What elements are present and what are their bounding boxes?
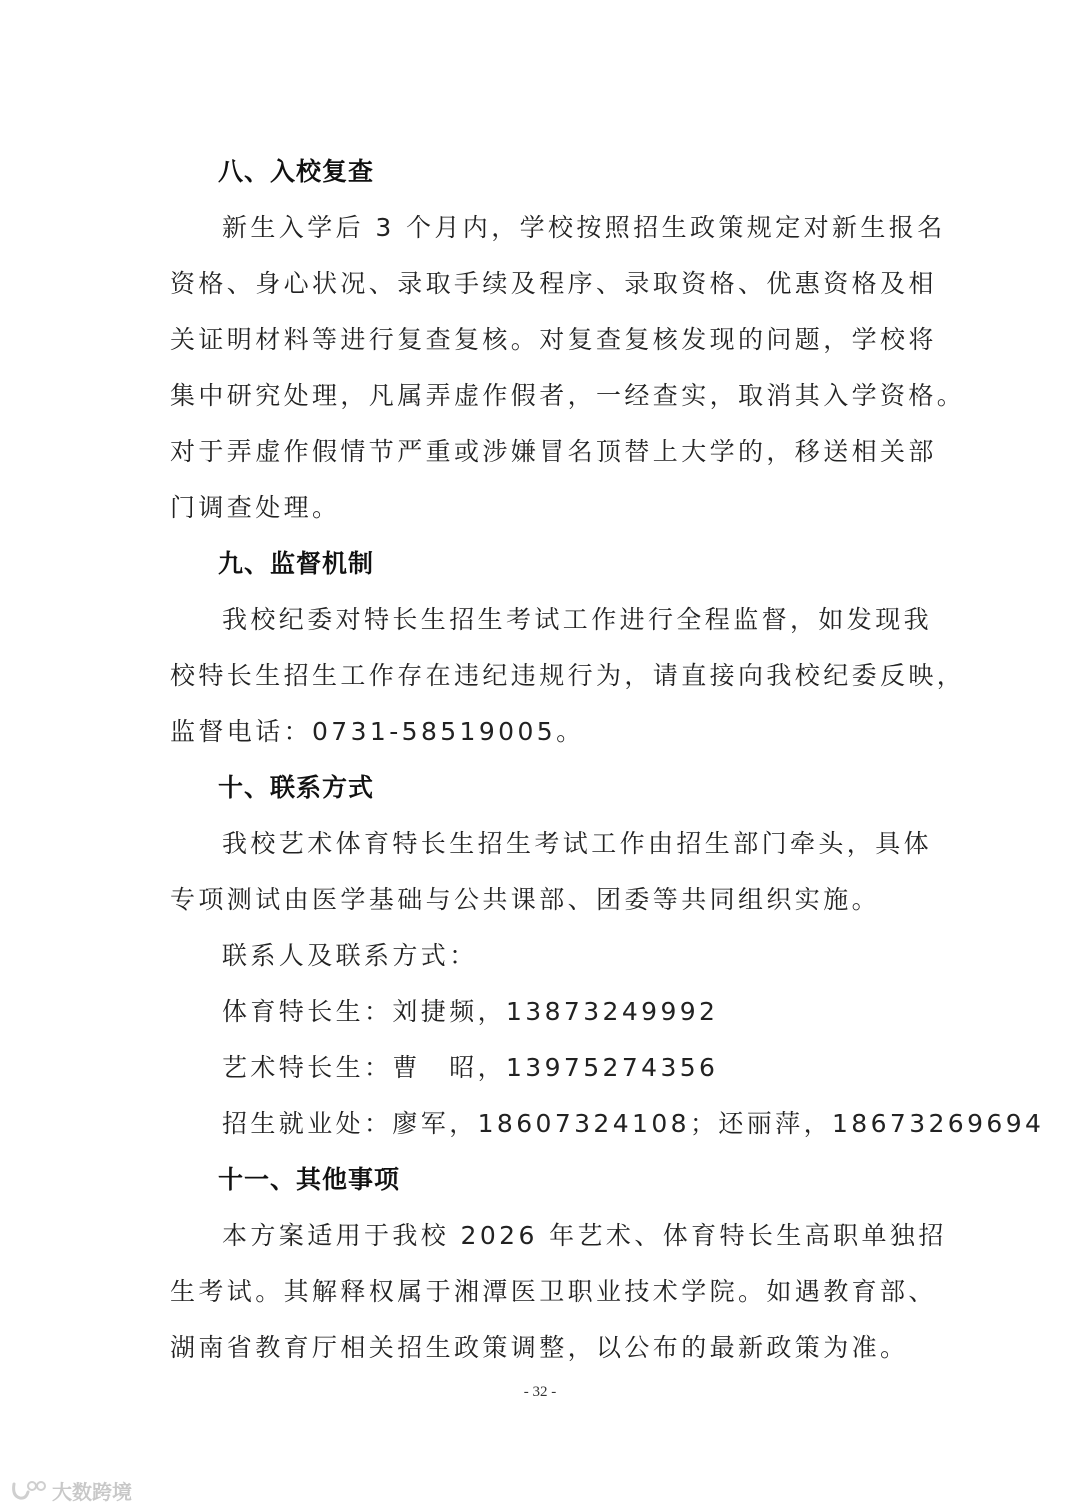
section-heading-9: 九、监督机制 (218, 549, 375, 578)
paragraph-line: 门调查处理。 (170, 493, 341, 522)
section-heading-10: 十、联系方式 (218, 773, 375, 802)
paragraph-line: 新生入学后 3 个月内，学校按照招生政策规定对新生报名 (222, 213, 946, 242)
watermark-text: 大数跨境 (52, 1480, 132, 1504)
paragraph-line: 我校艺术体育特长生招生考试工作由招生部门牵头，具体 (222, 829, 933, 858)
supervision-phone-line: 监督电话：0731-58519005。 (170, 717, 585, 746)
paragraph-line: 关证明材料等进行复查复核。对复查复核发现的问题，学校将 (170, 325, 937, 354)
paragraph-line: 我校纪委对特长生招生考试工作进行全程监督，如发现我 (222, 605, 933, 634)
contact-sports: 体育特长生：刘捷频，13873249992 (222, 997, 719, 1026)
paragraph-line: 校特长生招生工作存在违纪违规行为，请直接向我校纪委反映， (170, 661, 966, 690)
contact-admissions: 招生就业处：廖军，18607324108；还丽萍，18673269694 (222, 1109, 1045, 1138)
paragraph-line: 集中研究处理，凡属弄虚作假者，一经查实，取消其入学资格。 (170, 381, 966, 410)
paragraph-line: 湖南省教育厅相关招生政策调整，以公布的最新政策为准。 (170, 1333, 909, 1362)
contact-arts: 艺术特长生：曹 昭，13975274356 (222, 1053, 719, 1082)
paragraph-line: 对于弄虚作假情节严重或涉嫌冒名顶替上大学的，移送相关部 (170, 437, 937, 466)
contacts-intro: 联系人及联系方式： (222, 941, 478, 970)
watermark-logo-icon (10, 1480, 46, 1502)
paragraph-line: 生考试。其解释权属于湘潭医卫职业技术学院。如遇教育部、 (170, 1277, 937, 1306)
paragraph-line: 专项测试由医学基础与公共课部、团委等共同组织实施。 (170, 885, 881, 914)
watermark (10, 1476, 132, 1505)
paragraph-line: 本方案适用于我校 2026 年艺术、体育特长生高职单独招 (222, 1221, 947, 1250)
section-heading-11: 十一、其他事项 (218, 1165, 401, 1194)
page-number: - 32 - (523, 1384, 557, 1400)
section-heading-8: 八、入校复查 (218, 157, 375, 186)
paragraph-line: 资格、身心状况、录取手续及程序、录取资格、优惠资格及相 (170, 269, 937, 298)
